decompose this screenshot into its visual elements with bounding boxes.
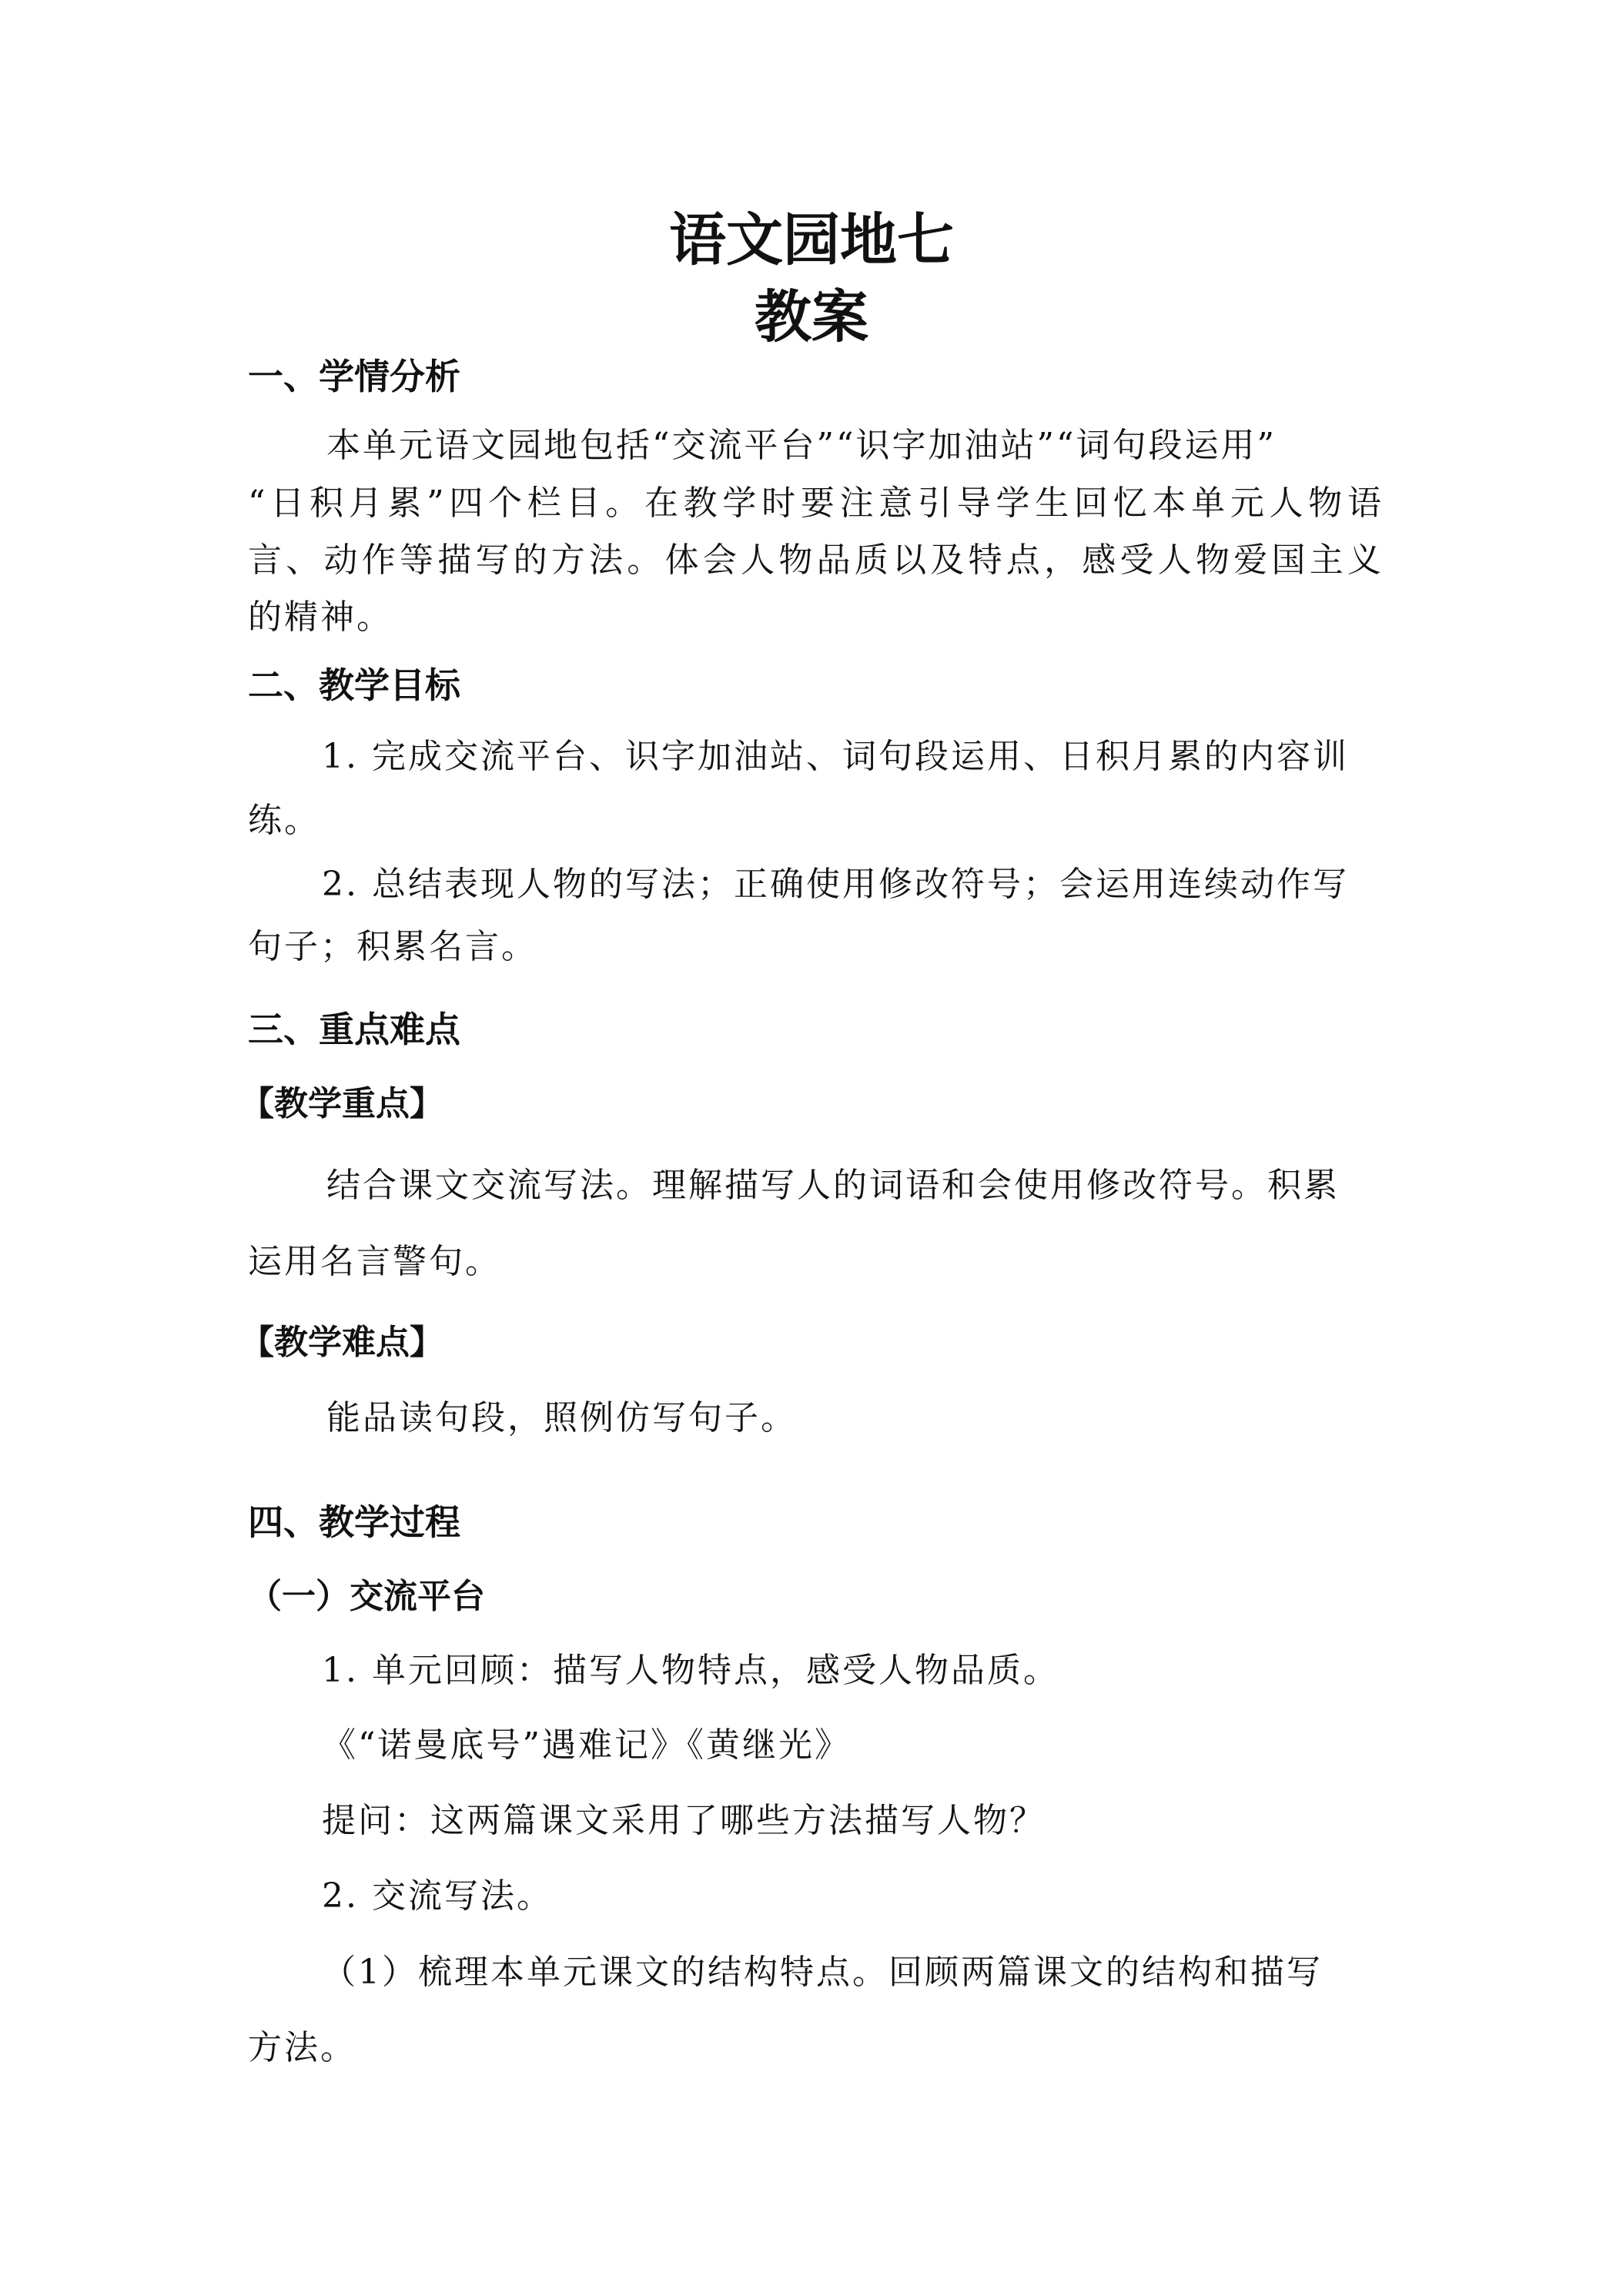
paragraph-line: 运用名言警句。 <box>248 1242 501 1281</box>
list-item-continuation: 句子；积累名言。 <box>248 927 537 966</box>
document-subtitle: 教案 <box>755 284 868 350</box>
list-item: （1）梳理本单元课文的结构特点。回顾两篇课文的结构和描写 <box>322 1953 1323 1992</box>
key-points-label: 【教学重点】 <box>240 1084 443 1123</box>
paragraph-line: “日积月累”四个栏目。在教学时要注意引导学生回忆本单元人物语 <box>248 484 1381 523</box>
section-heading-objectives: 二、教学目标 <box>248 664 460 706</box>
list-item-continuation: 方法。 <box>248 2028 356 2067</box>
paragraph-line: 本单元语文园地包括“交流平台”“识字加油站”“词句段运用” <box>326 426 1277 465</box>
difficulty-label: 【教学难点】 <box>240 1323 443 1362</box>
list-item: 1. 完成交流平台、识字加油站、词句段运用、日积月累的内容训 <box>322 737 1349 776</box>
sub-heading-exchange: （一）交流平台 <box>248 1577 485 1616</box>
paragraph-line: 《“诺曼底号”遇难记》《黄继光》 <box>322 1725 851 1765</box>
list-item: 1. 单元回顾：描写人物特点，感受人物品质。 <box>322 1651 1059 1690</box>
paragraph-line: 的精神。 <box>248 597 393 637</box>
list-item: 2. 交流写法。 <box>322 1876 553 1916</box>
section-heading-key-points: 三、重点难点 <box>248 1009 460 1050</box>
paragraph-line: 能品读句段，照例仿写句子。 <box>326 1398 797 1438</box>
list-item: 2. 总结表现人物的写法；正确使用修改符号；会运用连续动作写 <box>322 865 1349 904</box>
section-heading-analysis: 一、学情分析 <box>248 356 460 397</box>
document-title: 语文园地七 <box>669 207 954 273</box>
paragraph-line: 言、动作等描写的方法。体会人物品质以及特点，感受人物爱国主义 <box>248 541 1381 580</box>
list-item-continuation: 练。 <box>248 801 320 840</box>
paragraph-line: 结合课文交流写法。理解描写人的词语和会使用修改符号。积累 <box>326 1166 1340 1205</box>
section-heading-process: 四、教学过程 <box>248 1501 460 1543</box>
paragraph-line: 提问：这两篇课文采用了哪些方法描写人物？ <box>322 1801 1046 1840</box>
